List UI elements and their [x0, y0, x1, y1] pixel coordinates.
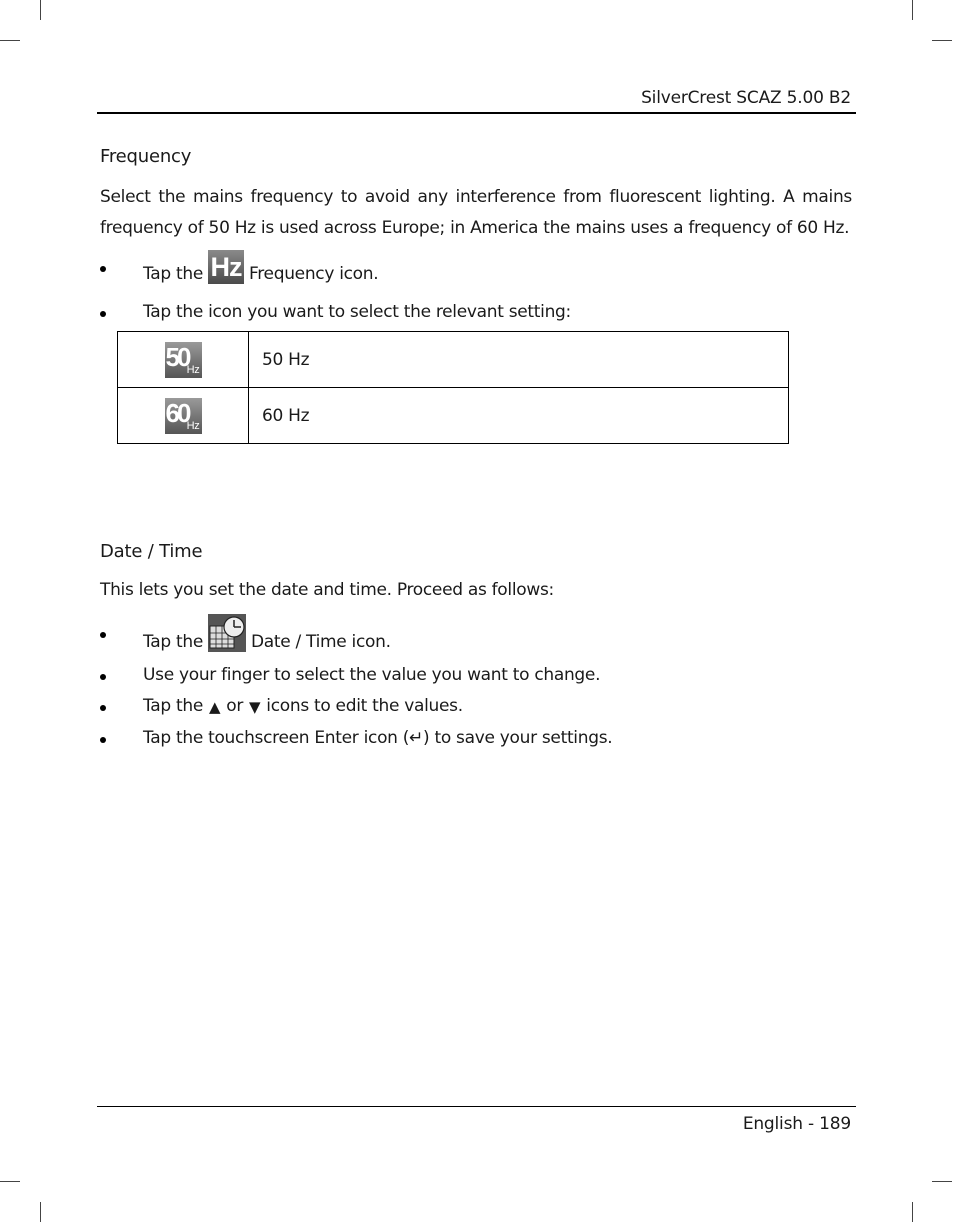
- bullet-text: Tap the touchscreen Enter icon (: [143, 728, 410, 748]
- icon-unit: Hz: [186, 419, 200, 432]
- bullet-text: Date / Time icon.: [250, 632, 391, 652]
- table-cell-icon: [118, 388, 249, 444]
- 50hz-icon: [165, 342, 202, 378]
- table-cell-icon: [118, 332, 249, 388]
- bullet-dot: [100, 266, 106, 272]
- frequency-intro: Select the mains frequency to avoid any interference from fluorescent lighting. A mains frequency of 50 Hz is used across Europe; in America the mains uses a frequency of 60 Hz.: [100, 187, 852, 238]
- bullet-dot: [100, 674, 106, 680]
- bullet-dot: [100, 311, 106, 317]
- frequency-bullet-1: [100, 250, 378, 284]
- table-cell-label: 50 Hz: [249, 332, 789, 388]
- table-row: [118, 332, 789, 388]
- bullet-dot: [100, 737, 106, 743]
- 60hz-icon: [165, 398, 202, 434]
- down-arrow-icon: ▼: [249, 698, 261, 716]
- datetime-heading: Date / Time: [100, 541, 203, 562]
- crop-mark: [0, 1181, 20, 1182]
- datetime-bullet-4: [100, 728, 612, 748]
- datetime-bullet-1: [100, 614, 391, 652]
- crop-mark: [40, 0, 41, 20]
- crop-mark: [912, 1202, 913, 1222]
- frequency-heading: Frequency: [100, 146, 192, 167]
- crop-mark: [0, 40, 20, 41]
- page-header-title: SilverCrest SCAZ 5.00 B2: [641, 88, 851, 108]
- bullet-text: or: [226, 696, 244, 716]
- header-divider: [97, 112, 856, 114]
- crop-mark: [932, 40, 952, 41]
- footer-divider: [97, 1106, 856, 1107]
- bullet-dot: [100, 705, 106, 711]
- crop-mark: [40, 1202, 41, 1222]
- datetime-bullet-3: [100, 696, 463, 716]
- crop-mark: [912, 0, 913, 20]
- enter-icon: ↵: [409, 728, 424, 748]
- icon-unit: Hz: [186, 363, 200, 376]
- table-cell-label: 60 Hz: [249, 388, 789, 444]
- frequency-icon: Hz: [208, 250, 244, 284]
- bullet-text: Use your finger to select the value you want to change.: [143, 665, 601, 685]
- bullet-text: Tap the: [143, 264, 203, 284]
- datetime-intro: This lets you set the date and time. Proceed as follows:: [100, 580, 554, 600]
- bullet-text: Tap the icon you want to select the relevant setting:: [143, 302, 571, 322]
- table-row: [118, 388, 789, 444]
- bullet-text: Tap the: [143, 632, 203, 652]
- crop-mark: [932, 1181, 952, 1182]
- calendar-clock-icon: [208, 614, 246, 652]
- icon-number: 60: [165, 397, 189, 428]
- up-arrow-icon: ▲: [208, 698, 221, 716]
- page-number: English - 189: [742, 1114, 851, 1134]
- frequency-bullet-2: [100, 302, 571, 322]
- bullet-text: icons to edit the values.: [266, 696, 463, 716]
- datetime-bullet-2: [100, 665, 600, 685]
- bullet-text: Tap the: [143, 696, 203, 716]
- icon-number: 50: [165, 341, 189, 372]
- frequency-options-table: [117, 331, 789, 444]
- bullet-text: Frequency icon.: [248, 264, 379, 284]
- bullet-text: ) to save your settings.: [423, 728, 613, 748]
- bullet-dot: [100, 632, 106, 638]
